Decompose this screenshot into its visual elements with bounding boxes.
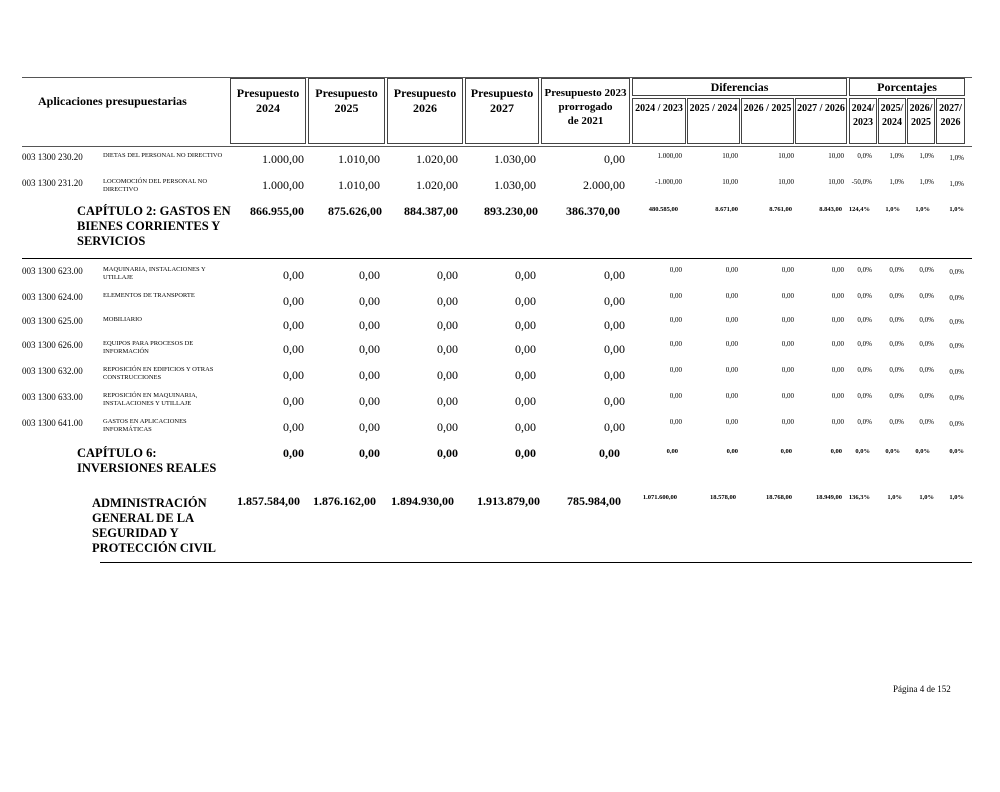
row-val: 0,00 [283, 368, 304, 382]
row-dif: 0,00 [831, 392, 844, 400]
row-code: 003 1300 231.20 [22, 178, 83, 188]
capitulo-6-label: CAPÍTULO 6: INVERSIONES REALES [77, 446, 217, 475]
row-dif: 0,00 [831, 292, 844, 300]
header-pct-4-line1: 2027/ [939, 103, 962, 114]
row-pct-1: -50,0% [851, 178, 872, 186]
total-val-2024: 1.857.584,00 [237, 494, 300, 508]
row-pct: 0,0% [949, 342, 964, 350]
row-val: 0,00 [359, 368, 380, 382]
row-dif: 0,00 [725, 340, 738, 348]
row-val: 0,00 [359, 268, 380, 282]
header-pct-3-line1: 2026/ [909, 103, 933, 114]
row-pct: 0,0% [919, 418, 934, 426]
header-pct-4-line2: 2026 [940, 117, 961, 128]
row-val: 0,00 [437, 268, 458, 282]
header-p2023-line2: prorrogado [558, 101, 613, 113]
row-dif: 0,00 [831, 266, 844, 274]
total-val-2027: 1.913.879,00 [477, 494, 540, 508]
header-p2025-line2: 2025 [334, 101, 359, 115]
cap6-pct-1: 0,0% [855, 448, 870, 455]
row-pct: 0,0% [949, 268, 964, 276]
total-pct-2: 1,0% [887, 494, 902, 501]
row-pct: 0,0% [949, 394, 964, 402]
header-dif-2025-2024: 2025 / 2024 [689, 103, 738, 114]
row-val-2023: 0,00 [604, 152, 625, 166]
row-pct: 0,0% [857, 292, 872, 300]
row-pct: 0,0% [919, 340, 934, 348]
row-val: 0,00 [437, 368, 458, 382]
row-val: 0,00 [515, 420, 536, 434]
row-val: 0,00 [437, 318, 458, 332]
row-dif-4: 10,00 [828, 152, 844, 160]
row-pct-3: 1,0% [919, 152, 934, 160]
header-p2024 [230, 86, 306, 116]
row-val: 0,00 [283, 420, 304, 434]
header-p2024-line2: 2024 [256, 101, 280, 115]
total-pct-1: 136,3% [848, 494, 870, 501]
capitulo-2-label: CAPÍTULO 2: GASTOS EN BIENES CORRIENTES Y SERVICIOS [77, 204, 231, 248]
total-dif-2: 18.578,00 [710, 494, 736, 501]
row-dif: 0,00 [831, 366, 844, 374]
row-dif: 0,00 [725, 418, 738, 426]
row-pct: 0,0% [919, 292, 934, 300]
row-dif-2: 10,00 [722, 178, 738, 186]
row-code: 003 1300 633.00 [22, 392, 83, 402]
row-desc: MOBILIARIO [103, 316, 142, 323]
row-pct: 0,0% [857, 316, 872, 324]
header-p2025 [308, 86, 385, 116]
row-pct: 0,0% [857, 392, 872, 400]
cap2-val-2024: 866.955,00 [250, 204, 304, 218]
row-desc: LOCOMOCIÓN DEL PERSONAL NO DIRECTIVO [103, 178, 208, 193]
row-val-2026: 1.020,00 [416, 178, 458, 192]
total-rule [100, 562, 972, 563]
header-porcentajes: Porcentajes [877, 80, 937, 94]
row-pct-1: 0,0% [857, 152, 872, 160]
cap2-val-2027: 893.230,00 [484, 204, 538, 218]
row-dif-3: 10,00 [778, 178, 794, 186]
row-pct: 0,0% [919, 316, 934, 324]
row-val: 0,00 [604, 368, 625, 382]
header-pct-2024-2023 [849, 102, 877, 130]
row-val: 0,00 [283, 268, 304, 282]
page-number: Página 4 de 152 [893, 684, 951, 694]
row-pct: 0,0% [889, 316, 904, 324]
total-dif-1: 1.071.600,00 [642, 494, 677, 501]
total-dif-4: 18.949,00 [816, 494, 842, 501]
cap6-dif-2: 0,00 [726, 448, 738, 455]
cap6-val-2025: 0,00 [359, 446, 380, 460]
cap6-val-2027: 0,00 [515, 446, 536, 460]
row-pct: 0,0% [889, 266, 904, 274]
row-val: 0,00 [437, 394, 458, 408]
row-val: 0,00 [515, 294, 536, 308]
row-pct-2: 1,0% [889, 178, 904, 186]
cap2-dif-4: 8.843,00 [819, 206, 842, 213]
header-dif-2026-2025: 2026 / 2025 [743, 103, 792, 114]
row-code: 003 1300 632.00 [22, 366, 83, 376]
row-val-2026: 1.020,00 [416, 152, 458, 166]
header-pct-2026-2025 [907, 102, 935, 130]
row-dif: 0,00 [831, 340, 844, 348]
total-val-2023: 785.984,00 [567, 494, 621, 508]
row-dif: 0,00 [781, 366, 794, 374]
row-dif: 0,00 [781, 392, 794, 400]
row-code: 003 1300 623.00 [22, 266, 83, 276]
header-p2026 [387, 86, 463, 116]
cap2-val-2026: 884.387,00 [404, 204, 458, 218]
row-pct: 0,0% [857, 418, 872, 426]
cap2-dif-3: 8.761,00 [769, 206, 792, 213]
row-val: 0,00 [604, 394, 625, 408]
cap6-pct-3: 0,0% [915, 448, 930, 455]
row-val: 0,00 [437, 342, 458, 356]
cap2-val-2025: 875.626,00 [328, 204, 382, 218]
row-dif: 0,00 [725, 392, 738, 400]
row-desc: MAQUINARIA, INSTALACIONES Y UTILLAJE [103, 266, 206, 281]
row-val: 0,00 [283, 394, 304, 408]
header-pct-2-line1: 2025/ [880, 103, 904, 114]
row-dif: 0,00 [669, 340, 682, 348]
row-dif: 0,00 [725, 292, 738, 300]
row-pct: 0,0% [919, 266, 934, 274]
cap6-pct-4: 0,0% [949, 448, 964, 455]
header-pct-3-line2: 2025 [911, 117, 931, 128]
row-val-2025: 1.010,00 [338, 178, 380, 192]
row-dif: 0,00 [725, 266, 738, 274]
row-pct: 0,0% [889, 392, 904, 400]
header-pct-2-line2: 2024 [882, 117, 902, 128]
row-pct-4: 1,0% [949, 154, 964, 162]
header-bottom-rule [22, 146, 972, 147]
row-val: 0,00 [283, 318, 304, 332]
header-p2026-line2: 2026 [413, 101, 437, 115]
row-val: 0,00 [437, 420, 458, 434]
header-aplicaciones: Aplicaciones presupuestarias [38, 94, 187, 108]
header-p2027 [465, 86, 539, 116]
row-dif: 0,00 [669, 266, 682, 274]
row-dif: 0,00 [669, 316, 682, 324]
row-pct-2: 1,0% [889, 152, 904, 160]
row-val-2024: 1.000,00 [262, 152, 304, 166]
row-dif-1: 1.000,00 [657, 152, 682, 160]
row-dif: 0,00 [669, 366, 682, 374]
row-code: 003 1300 626.00 [22, 340, 83, 350]
row-val-2024: 1.000,00 [262, 178, 304, 192]
cap6-dif-3: 0,00 [780, 448, 792, 455]
row-val: 0,00 [604, 318, 625, 332]
row-pct-4: 1,0% [949, 180, 964, 188]
header-pct-2025-2024 [878, 102, 906, 130]
row-val: 0,00 [359, 318, 380, 332]
row-desc: REPOSICIÓN EN EDIFICIOS Y OTRAS CONSTRUCCIONES [103, 366, 214, 381]
row-code: 003 1300 624.00 [22, 292, 83, 302]
row-val: 0,00 [515, 268, 536, 282]
row-val: 0,00 [283, 342, 304, 356]
row-val: 0,00 [437, 294, 458, 308]
header-diferencias: Diferencias [710, 80, 769, 94]
row-dif: 0,00 [781, 292, 794, 300]
cap2-pct-2: 1,0% [885, 206, 900, 213]
row-pct: 0,0% [889, 418, 904, 426]
row-val: 0,00 [604, 420, 625, 434]
row-val: 0,00 [515, 318, 536, 332]
row-val: 0,00 [604, 268, 625, 282]
row-dif: 0,00 [781, 316, 794, 324]
row-val: 0,00 [515, 394, 536, 408]
cap6-pct-2: 0,0% [885, 448, 900, 455]
row-val: 0,00 [359, 420, 380, 434]
row-val: 0,00 [283, 294, 304, 308]
row-pct: 0,0% [889, 366, 904, 374]
header-dif-2024-2023: 2024 / 2023 [635, 103, 683, 114]
row-val: 0,00 [359, 394, 380, 408]
header-p2023-line3: de 2021 [567, 115, 604, 127]
row-pct: 0,0% [919, 366, 934, 374]
row-pct: 0,0% [857, 266, 872, 274]
row-dif-2: 10,00 [722, 152, 738, 160]
row-pct: 0,0% [889, 292, 904, 300]
total-val-2026: 1.894.930,00 [391, 494, 454, 508]
cap2-pct-4: 1,0% [949, 206, 964, 213]
row-pct: 0,0% [857, 340, 872, 348]
row-val: 0,00 [515, 342, 536, 356]
row-val-2025: 1.010,00 [338, 152, 380, 166]
row-pct: 0,0% [949, 294, 964, 302]
cap2-pct-3: 1,0% [915, 206, 930, 213]
row-dif-4: 10,00 [828, 178, 844, 186]
row-desc: EQUIPOS PARA PROCESOS DE INFORMACIÓN [103, 340, 194, 355]
row-pct: 0,0% [857, 366, 872, 374]
row-dif-3: 10,00 [778, 152, 794, 160]
total-val-2025: 1.876.162,00 [313, 494, 376, 508]
row-pct: 0,0% [949, 368, 964, 376]
header-pct-1-line1: 2024/ [851, 103, 875, 114]
header-p2023-line1: Presupuesto 2023 [544, 87, 627, 99]
header-p2027-line1: Presupuesto [470, 86, 534, 100]
row-dif: 0,00 [669, 292, 682, 300]
cap2-dif-2: 8.671,00 [715, 206, 738, 213]
row-desc: DIETAS DEL PERSONAL NO DIRECTIVO [103, 152, 223, 159]
row-pct-3: 1,0% [919, 178, 934, 186]
row-pct: 0,0% [949, 318, 964, 326]
cap2-dif-1: 480.585,00 [648, 206, 678, 213]
row-dif: 0,00 [669, 418, 682, 426]
total-pct-3: 1,0% [919, 494, 934, 501]
row-pct: 0,0% [889, 340, 904, 348]
cap6-dif-4: 0,00 [830, 448, 842, 455]
header-p2026-line1: Presupuesto [393, 86, 457, 100]
row-code: 003 1300 641.00 [22, 418, 83, 428]
row-pct: 0,0% [949, 420, 964, 428]
total-label: ADMINISTRACIÓN GENERAL DE LA SEGURIDAD Y PROTECCIÓN CIVIL [92, 496, 216, 555]
header-pct-1-line2: 2023 [853, 117, 873, 128]
row-dif: 0,00 [725, 316, 738, 324]
header-dif-2027-2026: 2027 / 2026 [797, 103, 845, 114]
row-dif: 0,00 [831, 418, 844, 426]
row-val-2027: 1.030,00 [494, 152, 536, 166]
cap6-val-2023: 0,00 [599, 446, 620, 460]
row-pct: 0,0% [919, 392, 934, 400]
total-dif-3: 18.768,00 [766, 494, 792, 501]
row-dif: 0,00 [781, 266, 794, 274]
row-code: 003 1300 230.20 [22, 152, 83, 162]
row-desc: REPOSICIÓN EN MAQUINARIA, INSTALACIONES Y UTILLAJE [103, 392, 198, 407]
row-val: 0,00 [604, 342, 625, 356]
cap2-val-2023: 386.370,00 [566, 204, 620, 218]
row-dif: 0,00 [831, 316, 844, 324]
row-val: 0,00 [515, 368, 536, 382]
row-val: 0,00 [359, 342, 380, 356]
header-pct-2027-2026 [936, 102, 965, 130]
header-p2025-line1: Presupuesto [315, 86, 378, 100]
header-p2027-line2: 2027 [490, 101, 514, 115]
row-dif: 0,00 [781, 340, 794, 348]
cap2-pct-1: 124,4% [848, 206, 870, 213]
header-p2023 [541, 86, 630, 128]
cap6-val-2024: 0,00 [283, 446, 304, 460]
row-dif-1: -1.000,00 [655, 178, 682, 186]
row-dif: 0,00 [781, 418, 794, 426]
row-desc: ELEMENTOS DE TRANSPORTE [103, 292, 195, 299]
row-code: 003 1300 625.00 [22, 316, 83, 326]
row-val-2023: 2.000,00 [583, 178, 625, 192]
row-val-2027: 1.030,00 [494, 178, 536, 192]
row-dif: 0,00 [725, 366, 738, 374]
row-val: 0,00 [604, 294, 625, 308]
total-pct-4: 1,0% [949, 494, 964, 501]
row-val: 0,00 [359, 294, 380, 308]
row-desc: GASTOS EN APLICACIONES INFORMÁTICAS [103, 418, 187, 433]
row-dif: 0,00 [669, 392, 682, 400]
cap6-dif-1: 0,00 [666, 448, 678, 455]
cap6-val-2026: 0,00 [437, 446, 458, 460]
chapter-rule [22, 258, 972, 259]
header-p2024-line1: Presupuesto [236, 86, 300, 100]
